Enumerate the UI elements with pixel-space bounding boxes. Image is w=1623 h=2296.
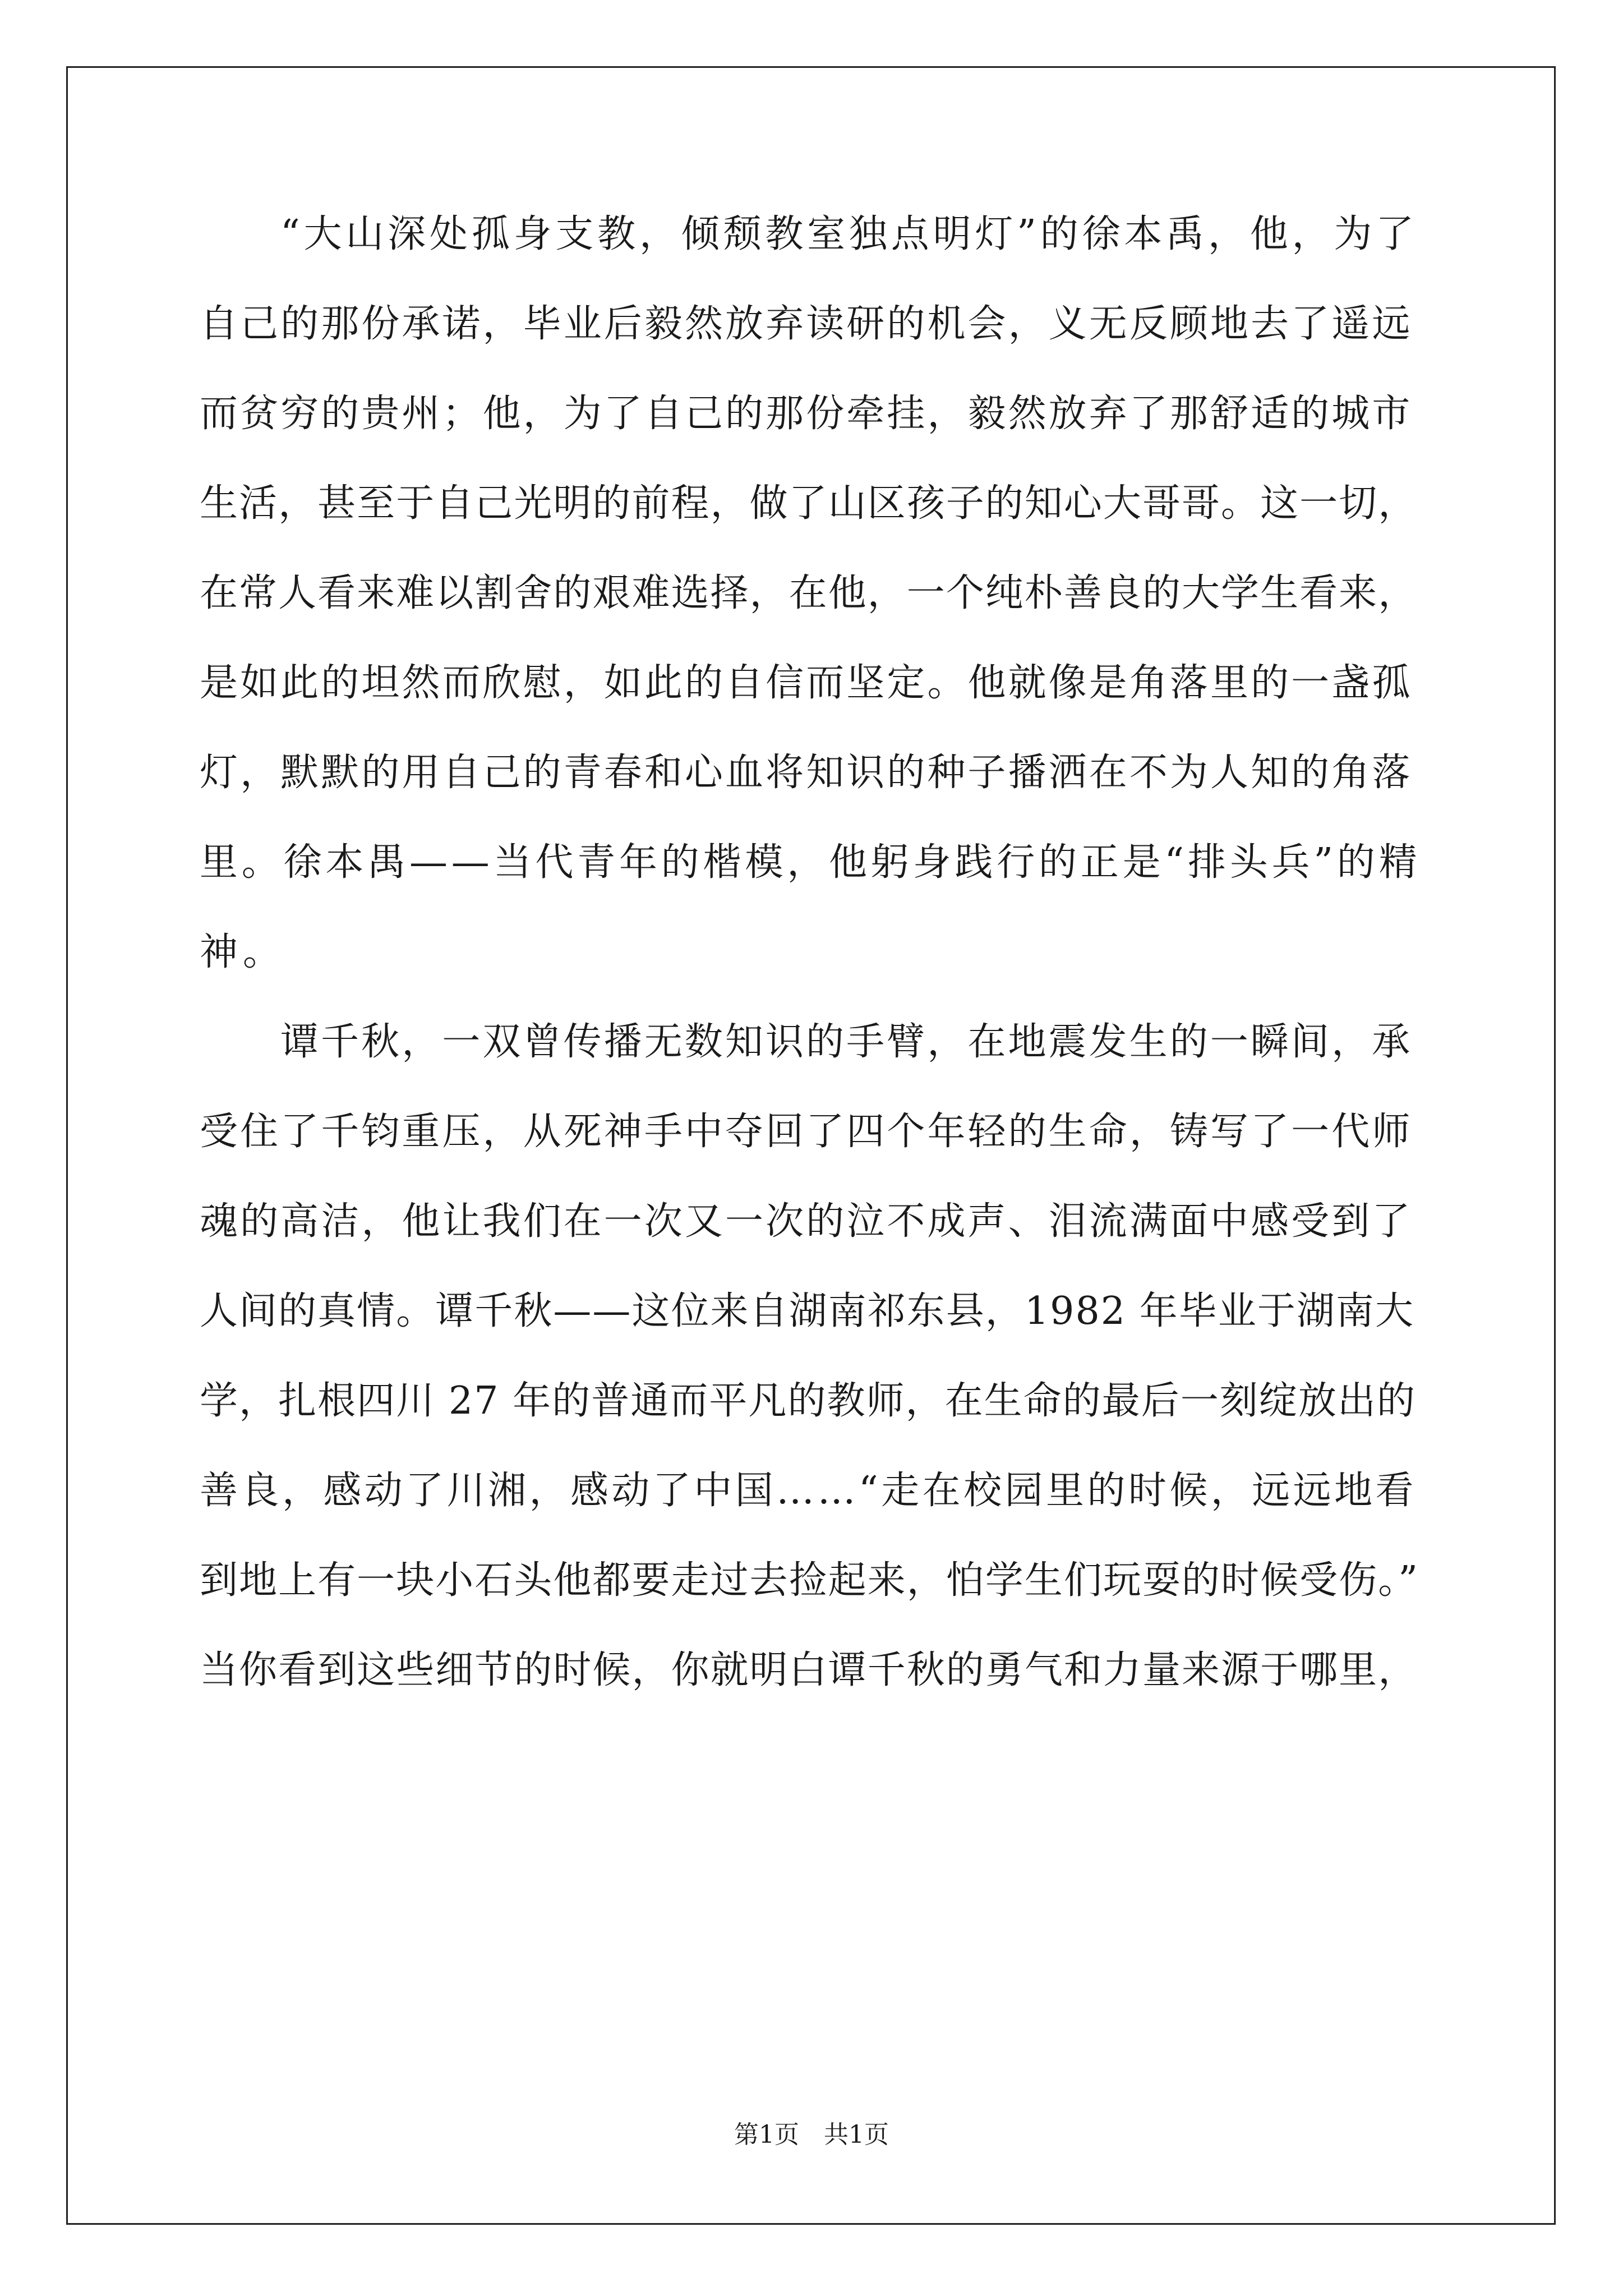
paragraph-2-line-1: 谭千秋，一双曾传播无数知识的手臂，在地震发生的一瞬间，承: [280, 1020, 1413, 1064]
paragraph-2-line-5: 学，扎根四川 27 年的普通而平凡的教师，在生命的最后一刻绽放出的: [200, 1379, 1417, 1423]
paragraph-1-line-8: 里。徐本禺——当代青年的楷模，他躬身践行的正是“排头兵”的精: [200, 840, 1421, 885]
paragraph-1-line-9: 神。: [200, 930, 286, 974]
paragraph-2-line-3: 魂的高洁，他让我们在一次又一次的泣不成声、泪流满面中感受到了: [200, 1199, 1413, 1244]
paragraph-1-line-4: 生活，甚至于自己光明的前程，做了山区孩子的知心大哥哥。这一切，: [200, 481, 1418, 526]
paragraph-2-line-2: 受住了千钧重压，从死神手中夺回了四个年轻的生命，铸写了一代师: [200, 1110, 1413, 1154]
paragraph-1-line-2: 自己的那份承诺，毕业后毅然放弃读研的机会，义无反顾地去了遥远: [200, 302, 1413, 346]
page-footer: 第1页 共1页: [734, 2120, 889, 2149]
paragraph-1-line-1: “大山深处孤身支教，倾颓教室独点明灯”的徐本禹，他，为了: [280, 212, 1418, 256]
paragraph-1-line-5: 在常人看来难以割舍的艰难选择，在他，一个纯朴善良的大学生看来，: [200, 571, 1418, 615]
paragraph-1-line-6: 是如此的坦然而欣慰，如此的自信而坚定。他就像是角落里的一盏孤: [200, 661, 1413, 705]
paragraph-2-line-7: 到地上有一块小石头他都要走过去捡起来，怕学生们玩耍的时候受伤。”: [200, 1558, 1419, 1603]
paragraph-1-line-7: 灯，默默的用自己的青春和心血将知识的种子播洒在不为人知的角落: [200, 751, 1413, 795]
paragraph-2-line-8: 当你看到这些细节的时候，你就明白谭千秋的勇气和力量来源于哪里，: [200, 1648, 1418, 1692]
paragraph-1-line-3: 而贫穷的贵州；他，为了自己的那份牵挂，毅然放弃了那舒适的城市: [200, 392, 1413, 436]
paragraph-2-line-6: 善良，感动了川湘，感动了中国……“走在校园里的时候，远远地看: [200, 1469, 1417, 1513]
paragraph-2-line-4: 人间的真情。谭千秋——这位来自湖南祁东县，1982 年毕业于湖南大: [200, 1289, 1414, 1333]
